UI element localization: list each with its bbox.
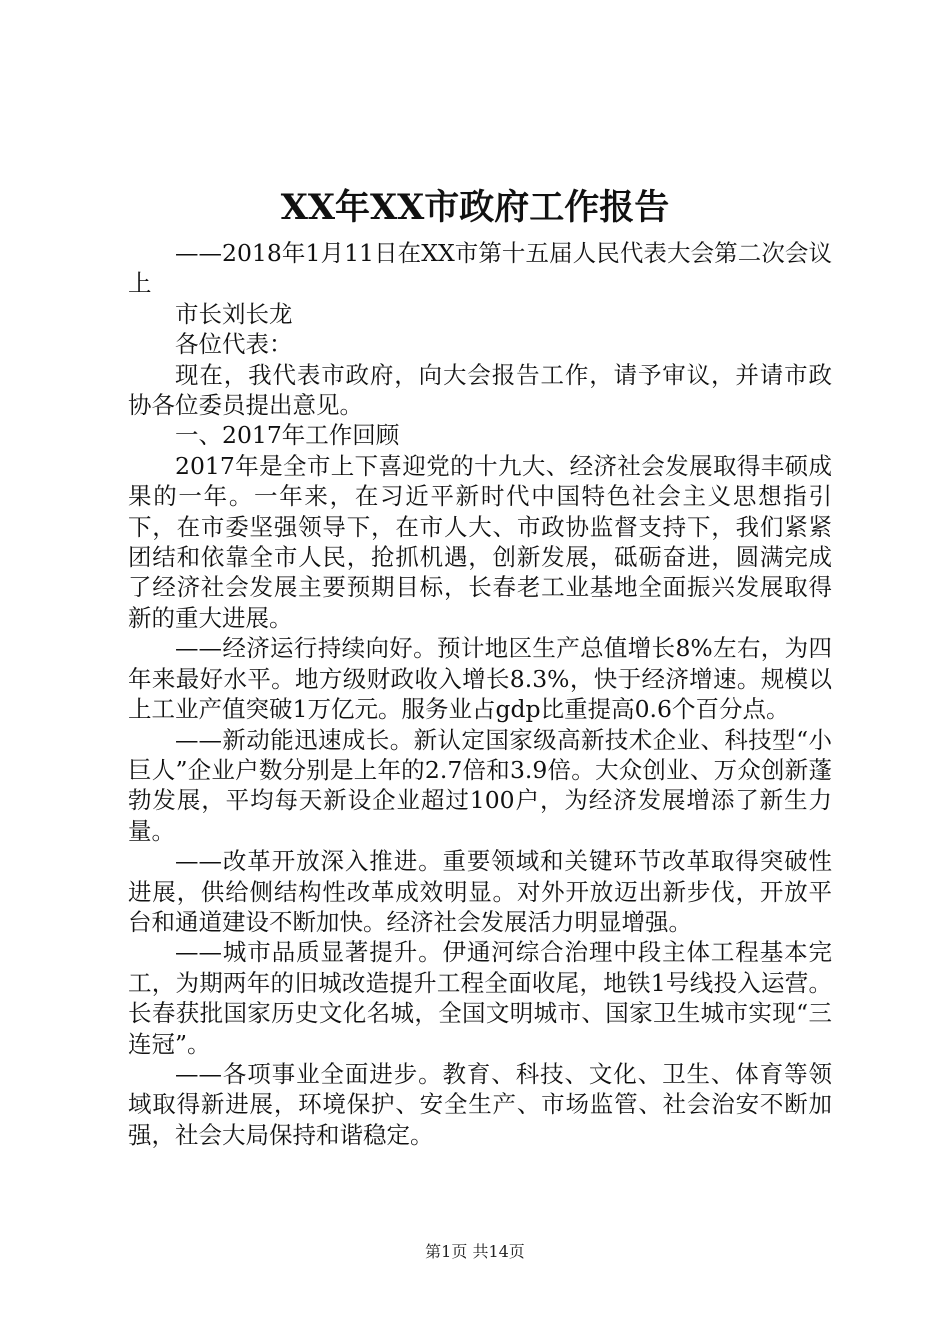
document-body <box>128 238 832 1150</box>
page-number-footer: 第1页 共14页 <box>425 1242 525 1261</box>
body-paragraph: ——各项事业全面进步。教育、科技、文化、卫生、体育等领域取得新进展，环境保护、安全生产、市场监管、社会治安不断加强，社会大局保持和谐稳定。 <box>128 1059 832 1149</box>
body-paragraph: ——经济运行持续向好。预计地区生产总值增长8%左右，为四年来最好水平。地方级财政收入增长8.3%，快于经济增速。规模以上工业产值突破1万亿元。服务业占gdp比重提高0.6个百分点。 <box>128 634 832 724</box>
body-paragraph: 2017年是全市上下喜迎党的十九大、经济社会发展取得丰硕成果的一年。一年来，在习近平新时代中国特色社会主义思想指引下，在市委坚强领导下，在市人大、市政协监督支持下，我们紧紧团结和依靠全市人民，抢抓机遇，创新发展，砥砺奋进，圆满完成了经济社会发展主要预期目标，长春老工业基地全面振兴发展取得新的重大进展。 <box>128 451 832 632</box>
body-paragraph: ——新动能迅速成长。新认定国家级高新技术企业、科技型“小巨人”企业户数分别是上年的2.7倍和3.9倍。大众创业、万众创新蓬勃发展，平均每天新设企业超过100户，为经济发展增添了新生力量。 <box>128 725 832 845</box>
section-heading: 一、2017年工作回顾 <box>175 421 400 450</box>
speaker-line: 市长刘长龙 <box>175 299 293 328</box>
body-paragraph: ——城市品质显著提升。伊通河综合治理中段主体工程基本完工，为期两年的旧城改造提升工程全面收尾，地铁1号线投入运营。长春获批国家历史文化名城，全国文明城市、国家卫生城市实现“三连冠”。 <box>128 938 832 1058</box>
speech-occasion: ——2018年1月11日在XX市第十五届人民代表大会第二次会议上 <box>128 239 832 298</box>
body-paragraph: 现在，我代表市政府，向大会报告工作，请予审议，并请市政协各位委员提出意见。 <box>128 360 832 420</box>
document-title: XX年XX市政府工作报告 <box>280 187 670 228</box>
body-paragraph: ——改革开放深入推进。重要领域和关键环节改革取得突破性进展，供给侧结构性改革成效明显。对外开放迈出新步伐，开放平台和通道建设不断加快。经济社会发展活力明显增强。 <box>128 847 832 936</box>
salutation: 各位代表： <box>175 330 293 359</box>
